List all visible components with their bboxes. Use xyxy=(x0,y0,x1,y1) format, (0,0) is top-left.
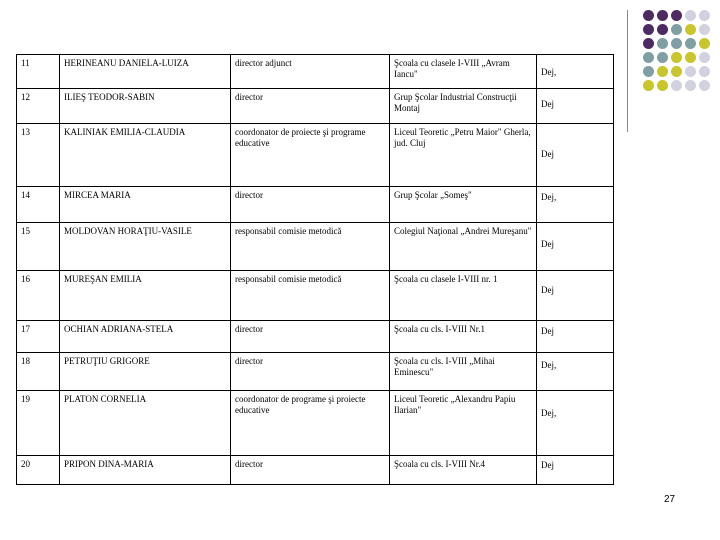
decor-dot xyxy=(657,66,668,77)
institution: Grup Şcolar „Someş" xyxy=(390,187,537,223)
person-role: director xyxy=(231,456,390,485)
decor-dot xyxy=(657,10,668,21)
city-cell xyxy=(537,187,614,223)
decor-dot xyxy=(699,10,710,21)
person-role: director xyxy=(231,187,390,223)
person-name: ILIEŞ TEODOR-SABIN xyxy=(60,89,231,124)
table-row xyxy=(17,55,614,89)
person-role: coordonator de programe şi proiecte educative xyxy=(231,391,390,456)
person-role: director xyxy=(231,353,390,391)
decor-dot xyxy=(671,66,682,77)
city: Dej xyxy=(541,460,554,470)
city: Dej xyxy=(541,326,554,336)
city: Dej xyxy=(541,285,554,295)
city: Dej xyxy=(541,149,554,159)
row-number: 17 xyxy=(17,321,60,353)
decor-dot xyxy=(643,80,654,91)
table-row xyxy=(17,223,614,271)
person-name: MOLDOVAN HORAŢIU-VASILE xyxy=(60,223,231,271)
institution: Şcoala cu clasele I-VIII nr. 1 xyxy=(390,271,537,321)
city-cell xyxy=(537,89,614,124)
decor-dot xyxy=(657,52,668,63)
decor-dot xyxy=(643,38,654,49)
decor-dot xyxy=(643,66,654,77)
row-number: 18 xyxy=(17,353,60,391)
city-cell xyxy=(537,321,614,353)
city-cell xyxy=(537,55,614,89)
decor-dot xyxy=(685,80,696,91)
city-cell xyxy=(537,124,614,187)
table-row xyxy=(17,353,614,391)
decor-dot xyxy=(657,80,668,91)
staff-table xyxy=(16,54,614,485)
person-name: MUREŞAN EMILIA xyxy=(60,271,231,321)
city: Dej, xyxy=(541,360,557,370)
person-role: director adjunct xyxy=(231,55,390,89)
person-name: PLATON CORNELIA xyxy=(60,391,231,456)
row-number: 13 xyxy=(17,124,60,187)
table-row xyxy=(17,124,614,187)
table-row xyxy=(17,271,614,321)
institution: Liceul Teoretic „Petru Maior" Gherla, jud. Cluj xyxy=(390,124,537,187)
table-row xyxy=(17,321,614,353)
row-number: 20 xyxy=(17,456,60,485)
decor-dot xyxy=(643,24,654,35)
institution: Colegiul Naţional „Andrei Mureşanu" xyxy=(390,223,537,271)
decor-dot xyxy=(699,52,710,63)
decorative-dot-grid xyxy=(640,10,710,110)
decor-dot xyxy=(685,52,696,63)
decor-dot xyxy=(685,38,696,49)
table-row xyxy=(17,391,614,456)
city: Dej, xyxy=(541,192,557,202)
table-row xyxy=(17,89,614,124)
person-name: PETRUŢIU GRIGORE xyxy=(60,353,231,391)
decor-dot xyxy=(699,80,710,91)
vertical-divider xyxy=(627,10,628,132)
institution: Şcoala cu clasele I-VIII „Avram Iancu" xyxy=(390,55,537,89)
institution: Şcoala cu cls. I-VIII „Mihai Eminescu" xyxy=(390,353,537,391)
city-cell xyxy=(537,391,614,456)
decor-dot xyxy=(671,80,682,91)
table-row xyxy=(17,456,614,485)
decor-dot xyxy=(643,10,654,21)
decor-dot xyxy=(685,10,696,21)
decor-dot xyxy=(699,38,710,49)
row-number: 11 xyxy=(17,55,60,89)
person-role: director xyxy=(231,89,390,124)
city-cell xyxy=(537,223,614,271)
row-number: 14 xyxy=(17,187,60,223)
decor-dot xyxy=(657,24,668,35)
row-number: 12 xyxy=(17,89,60,124)
decor-dot xyxy=(657,38,668,49)
person-role: responsabil comisie metodică xyxy=(231,223,390,271)
decor-dot xyxy=(685,66,696,77)
decor-dot xyxy=(671,52,682,63)
decor-dot xyxy=(671,38,682,49)
institution: Grup Şcolar Industrial Construcţii Montaj xyxy=(390,89,537,124)
person-name: HERINEANU DANIELA-LUIZA xyxy=(60,55,231,89)
decor-dot xyxy=(685,24,696,35)
decor-dot xyxy=(671,10,682,21)
person-name: OCHIAN ADRIANA-STELA xyxy=(60,321,231,353)
person-name: PRIPON DINA-MARIA xyxy=(60,456,231,485)
institution: Şcoala cu cls. I-VIII Nr.1 xyxy=(390,321,537,353)
institution: Liceul Teoretic „Alexandru Papiu Ilarian" xyxy=(390,391,537,456)
row-number: 16 xyxy=(17,271,60,321)
decor-dot xyxy=(643,52,654,63)
institution: Şcoala cu cls. I-VIII Nr.4 xyxy=(390,456,537,485)
decor-dot xyxy=(699,24,710,35)
row-number: 15 xyxy=(17,223,60,271)
person-role: coordonator de proiecte şi programe educative xyxy=(231,124,390,187)
table-row xyxy=(17,187,614,223)
decor-dot xyxy=(671,24,682,35)
city-cell xyxy=(537,271,614,321)
city: Dej, xyxy=(541,67,557,77)
city: Dej xyxy=(541,99,554,109)
city-cell xyxy=(537,353,614,391)
row-number: 19 xyxy=(17,391,60,456)
person-role: director xyxy=(231,321,390,353)
decor-dot xyxy=(699,66,710,77)
person-name: MIRCEA MARIA xyxy=(60,187,231,223)
city-cell xyxy=(537,456,614,485)
city: Dej xyxy=(541,239,554,249)
city: Dej, xyxy=(541,408,557,418)
person-role: responsabil comisie metodică xyxy=(231,271,390,321)
page-number: 27 xyxy=(664,494,676,505)
person-name: KALINIAK EMILIA-CLAUDIA xyxy=(60,124,231,187)
